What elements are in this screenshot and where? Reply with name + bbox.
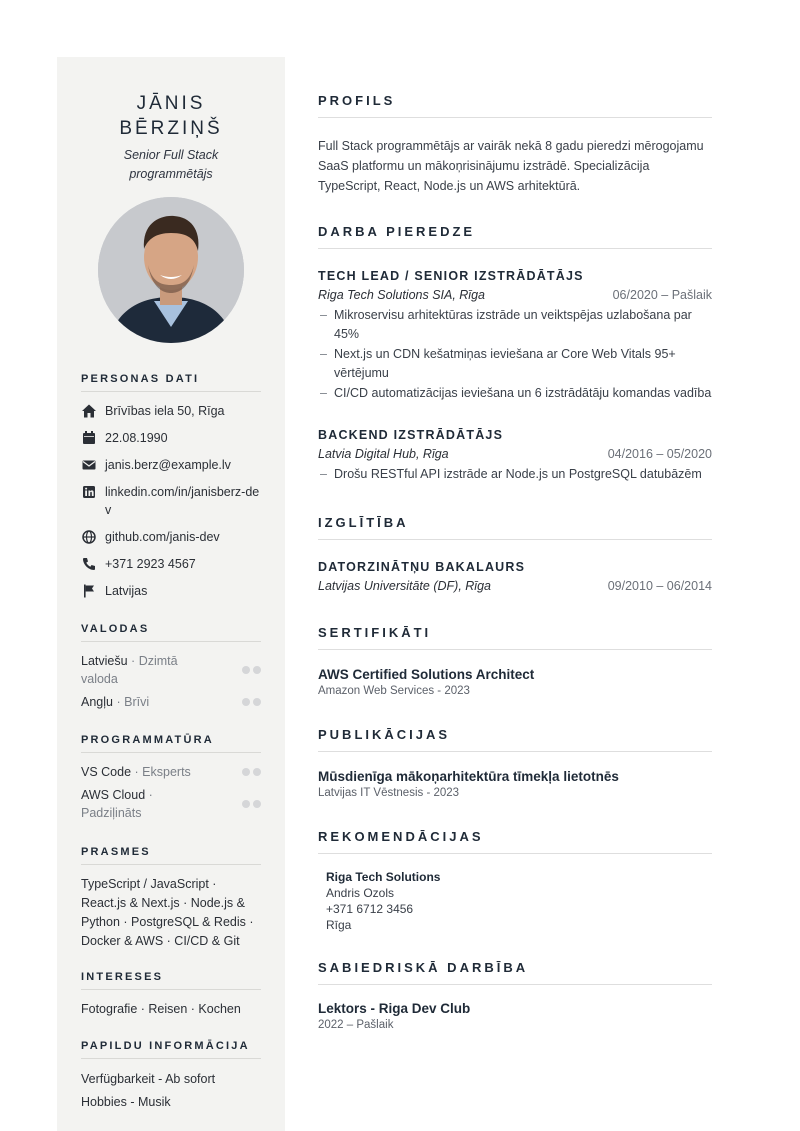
software-item: VS Code · Eksperts (81, 763, 261, 781)
contact-email[interactable] (81, 456, 261, 474)
interests-text: Fotografie · Reisen · Kochen (81, 1002, 241, 1016)
linkedin-icon (81, 484, 97, 500)
volunteer-heading: SABIEDRISKĀ DARBĪBA (318, 960, 712, 985)
job-title: TECH LEAD / SENIOR IZSTRĀDĀTĀJS (318, 269, 584, 283)
mail-icon (81, 457, 97, 473)
certificates-heading: SERTIFIKĀTI (318, 625, 712, 650)
language-name: Latviešu (81, 654, 128, 668)
job-role (81, 146, 261, 184)
profile-text: Full Stack programmētājs ar vairāk nekā 8 gadu pieredzi mērogojamu SaaS platformu un mākoņrisinājumu izstrādē. Specializācija TypeScript, React, Node.js un AWS arhitektūrā. (318, 139, 704, 193)
publication-source: Latvijas IT Vēstnesis - 2023 (318, 787, 460, 799)
additional-section (81, 1040, 261, 1114)
avatar-photo (98, 197, 244, 343)
level-dots (242, 666, 261, 674)
reference-item (318, 869, 712, 933)
software-name: VS Code (81, 765, 132, 779)
volunteer-dates: 2022 – Pašlaik (318, 1019, 394, 1031)
software-name: AWS Cloud (81, 788, 146, 802)
last-name: BĒRZIŅŠ (119, 118, 223, 139)
phone-text[interactable]: +371 2923 4567 (105, 557, 196, 571)
email-link[interactable]: janis.berz@example.lv (105, 458, 231, 472)
software-level: Eksperts (142, 765, 191, 779)
software-level: Padziļināts (81, 806, 142, 820)
job-entry (318, 269, 712, 403)
github-link[interactable]: github.com/janis-dev (105, 530, 220, 544)
person-name (81, 91, 261, 141)
flag-icon (81, 583, 97, 599)
birthdate-text: 22.08.1990 (105, 431, 168, 445)
language-name: Angļu (81, 695, 113, 709)
globe-icon (81, 529, 97, 545)
certificate-title: AWS Certified Solutions Architect (318, 667, 535, 682)
volunteer-title: Lektors - Riga Dev Club (318, 1001, 471, 1016)
contact-birthdate (81, 429, 261, 447)
language-item: Latviešu · Dzimtā valoda (81, 652, 261, 688)
profile-heading: PROFILS (318, 93, 712, 118)
contact-github[interactable] (81, 528, 261, 546)
avatar (98, 197, 244, 343)
phone-icon (81, 556, 97, 572)
publication-item (318, 769, 712, 799)
software-heading: PROGRAMMATŪRA (81, 734, 261, 753)
job-entry (318, 428, 712, 484)
job-bullet: – Drošu RESTful API izstrāde ar Node.js un PostgreSQL datubāzēm (318, 465, 712, 484)
education-entry (318, 560, 712, 593)
contact-address (81, 402, 261, 420)
job-dates: 04/2016 – 05/2020 (607, 447, 712, 461)
certificate-item (318, 667, 712, 697)
software-item: AWS Cloud · Padziļināts (81, 786, 261, 822)
additional-line: Verfügbarkeit - Ab sofort (81, 1072, 216, 1086)
job-company: Riga Tech Solutions SIA, Rīga (318, 288, 485, 302)
languages-heading: VALODAS (81, 623, 261, 642)
publication-title: Mūsdienīga mākoņarhitektūra tīmekļa lietotnēs (318, 769, 619, 784)
certificate-issuer: Amazon Web Services - 2023 (318, 685, 470, 697)
language-level: Dzimtā valoda (81, 654, 178, 686)
reference-person: Andris Ozols (326, 886, 395, 900)
language-item: Angļu · Brīvi (81, 693, 261, 711)
role-line-1: Senior Full Stack (123, 148, 219, 162)
interests-heading: INTERESES (81, 971, 261, 990)
volunteer-item (318, 1001, 712, 1031)
languages-section (81, 623, 261, 716)
sidebar (57, 57, 285, 1131)
role-line-2: programmētājs (129, 167, 213, 181)
level-dots (242, 768, 261, 776)
education-heading: IZGLĪTĪBA (318, 515, 712, 540)
contact-phone[interactable] (81, 555, 261, 573)
job-company: Latvia Digital Hub, Rīga (318, 447, 449, 461)
additional-line: Hobbies - Musik (81, 1095, 171, 1109)
job-bullet: – CI/CD automatizācijas ieviešana un 6 izstrādātāju komandas vadība (318, 384, 712, 403)
job-dates: 06/2020 – Pašlaik (612, 288, 712, 302)
publications-heading: PUBLIKĀCIJAS (318, 727, 712, 752)
first-name: JĀNIS (136, 93, 206, 114)
calendar-icon (81, 430, 97, 446)
contact-linkedin[interactable] (81, 483, 261, 519)
language-level: Brīvi (124, 695, 150, 709)
job-bullet: – Mikroservisu arhitektūras izstrāde un veiktspējas uzlabošana par 45% (318, 306, 712, 344)
skills-section (81, 846, 261, 951)
education-dates: 09/2010 – 06/2014 (607, 579, 712, 593)
experience-heading: DARBA PIEREDZE (318, 224, 712, 249)
personal-section (81, 373, 261, 609)
references-heading: REKOMENDĀCIJAS (318, 829, 712, 854)
software-section (81, 734, 261, 827)
linkedin-link[interactable]: linkedin.com/in/janisberz-dev (105, 485, 260, 517)
level-dots (242, 800, 261, 808)
additional-heading: PAPILDU INFORMĀCIJA (81, 1040, 261, 1059)
contact-nationality (81, 582, 261, 600)
level-dots (242, 698, 261, 706)
job-bullet: – Next.js un CDN kešatmiņas ieviešana ar Core Web Vitals 95+ vērtējumu (318, 345, 712, 383)
job-title: BACKEND IZSTRĀDĀTĀJS (318, 428, 504, 442)
reference-phone[interactable]: +371 6712 3456 (326, 902, 414, 916)
nationality-text: Latvijas (105, 584, 148, 598)
personal-heading: PERSONAS DATI (81, 373, 261, 392)
reference-company: Riga Tech Solutions (326, 870, 441, 884)
education-degree: DATORZINĀTŅU BAKALAURS (318, 560, 526, 574)
reference-city: Rīga (326, 918, 352, 932)
home-icon (81, 403, 97, 419)
address-text: Brīvības iela 50, Rīga (105, 404, 225, 418)
interests-section (81, 971, 261, 1019)
skills-heading: PRASMES (81, 846, 261, 865)
skills-text: TypeScript / JavaScript · React.js & Next.js · Node.js & Python · PostgreSQL & Redis · Docker & AWS · CI/CD & Git (81, 877, 254, 948)
education-school: Latvijas Universitāte (DF), Rīga (318, 579, 491, 593)
